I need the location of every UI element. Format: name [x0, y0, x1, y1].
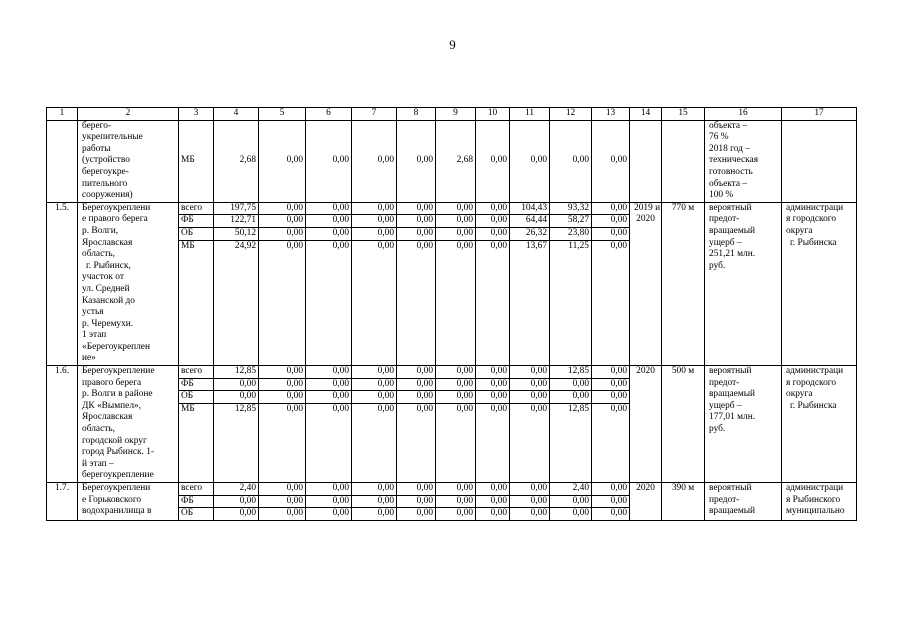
amount-cell: [259, 202, 306, 365]
amount-cell-value: 0,00: [476, 215, 509, 228]
years-cell: [630, 483, 662, 521]
row-number: [47, 120, 78, 202]
funding-source-value: ОБ: [179, 228, 213, 241]
amount-cell-value: 0,00: [306, 215, 351, 228]
amount-cell-value: 0,00: [592, 379, 629, 392]
amount-cell: [352, 120, 397, 202]
amount-cell-value: 0,00: [550, 496, 591, 509]
description-line: р. Волги в районе: [82, 389, 153, 400]
org-line: администраци: [786, 366, 844, 377]
description-line: Казанской до: [82, 295, 135, 306]
column-header-14: 14: [630, 108, 662, 121]
amount-cell-value: 0,00: [306, 203, 351, 216]
org-line: округа: [786, 389, 813, 400]
amount-cell-value: 0,00: [306, 228, 351, 241]
amount-cell: [550, 483, 592, 521]
amount-cell-value: 0,00: [352, 366, 396, 379]
org-line: я городского: [786, 214, 837, 225]
amount-cell-value: 0,00: [510, 496, 549, 509]
effect-line: ущерб –: [709, 237, 742, 248]
amount-cell-value: 0,00: [352, 496, 396, 509]
amount-cell-value: 0,00: [306, 366, 351, 379]
amount-cell: [510, 202, 550, 365]
amount-value: 0,00: [286, 154, 303, 165]
responsible-org: [782, 366, 857, 483]
amount-cell-value: 0,00: [259, 496, 305, 509]
amount-cell-value: 0,00: [259, 379, 305, 392]
amount-cell-value: 0,00: [397, 496, 435, 509]
amount-cell-value: 0,00: [510, 366, 549, 379]
amount-cell: [306, 483, 352, 521]
effect-line: вероятный: [709, 366, 752, 377]
amount-cell-value: 0,00: [397, 366, 435, 379]
amount-cell-value: 0,00: [456, 508, 473, 519]
responsible-org: [782, 120, 857, 202]
funding-source-value: ФБ: [179, 215, 213, 228]
amount-cell-value: 0,00: [510, 483, 549, 496]
description-line: е Горьковского: [82, 494, 142, 505]
amount-cell: [550, 202, 592, 365]
object-row: [47, 366, 857, 483]
amount-cell-value: 64,44: [510, 215, 549, 228]
funding-source-value: ФБ: [179, 496, 213, 509]
length-cell: 390 м: [662, 483, 705, 521]
amount-cell-value: 0,00: [476, 379, 509, 392]
description-line: устья: [82, 307, 104, 318]
description-line: область,: [82, 249, 115, 260]
amount-cell-value: 11,25: [568, 240, 589, 251]
object-description: [78, 120, 179, 202]
description-line: берегоукрепление: [82, 470, 154, 481]
column-header-12: 12: [550, 108, 592, 121]
description-line: е правого берега: [82, 214, 148, 225]
length-cell: 500 м: [662, 366, 705, 483]
column-header-6: 6: [306, 108, 352, 121]
description-line: ДК «Вымпел»,: [82, 400, 142, 411]
effect-line: объекта –: [709, 120, 748, 131]
amount-cell-value: 0,00: [610, 508, 627, 519]
amount-cell-value: 0,00: [259, 366, 305, 379]
amount-cell-value: 13,67: [525, 240, 547, 251]
amount-cell: [306, 202, 352, 365]
amount-cell-value: 0,00: [306, 483, 351, 496]
amount-cell-value: 0,00: [592, 203, 629, 216]
amount-cell: [436, 366, 476, 483]
amount-cell-value: 0,00: [490, 508, 507, 519]
amount-cell-value: 0,00: [476, 228, 509, 241]
amount-cell: [214, 483, 259, 521]
amount-cell-value: 0,00: [610, 403, 627, 414]
amount-cell: [476, 202, 510, 365]
amount-cell-value: 0,00: [416, 403, 433, 414]
amount-value: 0,00: [377, 154, 394, 165]
column-header-7: 7: [352, 108, 397, 121]
column-header-11: 11: [510, 108, 550, 121]
effect-line: 100 %: [709, 190, 734, 201]
amount-cell-value: 0,00: [259, 215, 305, 228]
description-line: р. Волги,: [82, 225, 119, 236]
amount-cell-value: 26,32: [510, 228, 549, 241]
amount-cell: [259, 366, 306, 483]
amount-cell-value: 0,00: [510, 391, 549, 404]
header-row: [47, 108, 857, 121]
effect-line: 76 %: [709, 132, 729, 143]
amount-value: 0,00: [490, 154, 507, 165]
org-line: я Рыбинского: [786, 494, 841, 505]
column-header-8: 8: [397, 108, 436, 121]
description-line: р. Черемухи.: [82, 318, 134, 329]
amount-cell-value: 0,00: [592, 391, 629, 404]
amount-cell-value: 0,00: [377, 508, 394, 519]
amount-cell-value: 0,00: [456, 403, 473, 414]
amount-cell: [352, 483, 397, 521]
description-line: й этап –: [82, 458, 114, 469]
amount-cell: [476, 120, 510, 202]
amount-cell-value: 0,00: [286, 508, 303, 519]
description-line: водохранилища в: [82, 506, 152, 517]
object-description: [78, 202, 179, 365]
amount-cell-value: 0,00: [377, 403, 394, 414]
org-line: администраци: [786, 202, 844, 213]
effect-description: [705, 366, 782, 483]
amount-cell-value: 0,00: [397, 483, 435, 496]
effect-line: объекта –: [709, 178, 748, 189]
amount-cell: [214, 366, 259, 483]
amount-cell: [476, 366, 510, 483]
org-line: г. Рыбинска: [790, 400, 837, 411]
amount-cell-value: 0,00: [397, 391, 435, 404]
amount-cell-value: 0,00: [239, 508, 256, 519]
description-line: укрепительные: [82, 132, 143, 143]
amount-cell-value: 0,00: [476, 483, 509, 496]
amount-cell-value: 0,00: [530, 403, 547, 414]
amount-cell-value: 0,00: [490, 403, 507, 414]
amount-cell-value: 0,00: [416, 240, 433, 251]
description-line: пительного: [82, 178, 128, 189]
description-line: ие»: [82, 353, 96, 364]
amount-cell-value: 0,00: [476, 391, 509, 404]
amount-cell-value: 104,43: [510, 203, 549, 216]
amount-cell-value: 0,00: [510, 379, 549, 392]
effect-line: вращаемый: [709, 225, 756, 236]
description-line: Берегоукреплени: [82, 483, 151, 493]
description-line: область,: [82, 424, 115, 435]
amount-cell-value: 0,00: [352, 483, 396, 496]
funding-source: [179, 120, 214, 202]
effect-line: 251,21 млн.: [709, 249, 756, 260]
amount-cell: [397, 120, 436, 202]
column-header-15: 15: [662, 108, 705, 121]
funding-source: [179, 366, 214, 483]
effect-description: [705, 120, 782, 202]
amount-cell-value: 0,00: [214, 379, 258, 392]
amount-cell-value: 12,85: [234, 403, 256, 414]
description-line: берегоукре-: [82, 166, 129, 177]
column-header-3: 3: [179, 108, 214, 121]
amount-cell-value: 0,00: [416, 508, 433, 519]
amount-cell-value: 0,00: [286, 240, 303, 251]
amount-cell-value: 0,00: [306, 496, 351, 509]
amount-cell-value: 0,00: [610, 240, 627, 251]
amount-cell-value: 58,27: [550, 215, 591, 228]
amount-cell-value: 0,00: [397, 215, 435, 228]
amount-cell-value: 0,00: [214, 496, 258, 509]
amount-cell: [510, 483, 550, 521]
amount-cell-value: 2,40: [550, 483, 591, 496]
effect-line: 177,01 млн.: [709, 412, 756, 423]
years-line: 2020: [636, 483, 655, 493]
column-header-13: 13: [592, 108, 630, 121]
org-line: г. Рыбинска: [790, 237, 837, 248]
years-line: 2020: [636, 366, 655, 377]
amount-cell-value: 0,00: [436, 215, 475, 228]
column-header-1: 1: [47, 108, 78, 121]
years-cell: [630, 120, 662, 202]
amount-cell-value: 0,00: [436, 228, 475, 241]
amount-cell: [510, 366, 550, 483]
amount-value: 0,00: [416, 154, 433, 165]
amount-cell-value: 0,00: [352, 391, 396, 404]
description-line: «Берегоукреплен: [82, 341, 150, 352]
effect-line: вероятный: [709, 483, 752, 493]
length-cell: 770 м: [662, 202, 705, 365]
amount-cell-value: 0,00: [572, 508, 589, 519]
amount-cell-value: 0,00: [592, 483, 629, 496]
amount-cell: [476, 483, 510, 521]
effect-line: 2018 год –: [709, 143, 750, 154]
amount-cell-value: 0,00: [332, 240, 349, 251]
amount-cell-value: 0,00: [476, 366, 509, 379]
description-line: правого берега: [82, 377, 142, 388]
amount-cell: [214, 120, 259, 202]
amount-cell: [592, 202, 630, 365]
amount-cell: [259, 120, 306, 202]
amount-cell-value: 0,00: [259, 228, 305, 241]
description-line: Ярославская: [82, 412, 133, 423]
years-line: 2020: [636, 214, 655, 225]
object-description: [78, 483, 179, 521]
length-cell: [662, 120, 705, 202]
row-number: 1.6.: [47, 366, 78, 483]
column-header-17: 17: [782, 108, 857, 121]
org-line: я городского: [786, 377, 837, 388]
amount-cell-value: 122,71: [214, 215, 258, 228]
amount-cell-value: 0,00: [436, 391, 475, 404]
description-line: город Рыбинск. 1-: [82, 447, 155, 458]
description-line: Ярославская: [82, 237, 133, 248]
amount-value: 0,00: [572, 154, 589, 165]
amount-cell-value: 0,00: [332, 403, 349, 414]
column-header-16: 16: [705, 108, 782, 121]
object-description: [78, 366, 179, 483]
page-number: 9: [449, 37, 456, 52]
amount-value: 0,00: [332, 154, 349, 165]
amount-cell-value: 0,00: [259, 391, 305, 404]
description-line: берего-: [82, 120, 112, 131]
column-header-2: 2: [78, 108, 179, 121]
effect-line: готовность: [709, 166, 753, 177]
years-cell: [630, 366, 662, 483]
org-line: округа: [786, 225, 813, 236]
amount-value: 2,68: [456, 154, 473, 165]
amount-cell: [592, 483, 630, 521]
amount-cell: [306, 366, 352, 483]
column-header-10: 10: [476, 108, 510, 121]
funding-source-label: МБ: [181, 154, 195, 165]
amount-cell-value: 0,00: [476, 496, 509, 509]
effect-line: предот-: [709, 214, 740, 225]
effect-line: руб.: [709, 424, 726, 435]
amount-cell-value: 0,00: [306, 391, 351, 404]
description-line: г. Рыбинск,: [86, 260, 131, 271]
object-row: [47, 202, 857, 365]
amount-cell-value: 0,00: [352, 203, 396, 216]
description-line: сооружения): [82, 190, 133, 201]
amount-cell-value: 0,00: [352, 379, 396, 392]
org-line: администраци: [786, 483, 844, 493]
amount-cell-value: 0,00: [436, 366, 475, 379]
amount-cell-value: 23,80: [550, 228, 591, 241]
amount-cell: [550, 366, 592, 483]
amount-cell-value: 0,00: [397, 379, 435, 392]
effect-line: предот-: [709, 494, 740, 505]
amount-cell-value: 0,00: [550, 379, 591, 392]
column-header-5: 5: [259, 108, 306, 121]
amount-cell-value: 12,85: [214, 366, 258, 379]
amount-cell-value: 0,00: [377, 240, 394, 251]
amount-value: 0,00: [610, 154, 627, 165]
funding-source-value: МБ: [181, 240, 195, 251]
funding-source-value: ОБ: [179, 391, 213, 404]
years-line: 2019 и: [634, 202, 661, 213]
description-line: 1 этап: [82, 330, 107, 341]
description-line: работы: [82, 143, 111, 154]
amount-cell: [214, 202, 259, 365]
amount-cell-value: 0,00: [530, 508, 547, 519]
funding-source: [179, 483, 214, 521]
effect-line: вращаемый: [709, 506, 756, 517]
funding-source: [179, 202, 214, 365]
amount-cell: [510, 120, 550, 202]
amount-cell-value: 0,00: [592, 215, 629, 228]
amount-cell-value: 12,85: [550, 366, 591, 379]
effect-description: [705, 202, 782, 365]
funding-source-value: ОБ: [181, 508, 194, 519]
amount-cell-value: 0,00: [592, 366, 629, 379]
column-header-4: 4: [214, 108, 259, 121]
description-line: ул. Средней: [82, 283, 130, 294]
effect-line: руб.: [709, 260, 726, 271]
org-line: муниципально: [786, 506, 845, 517]
effect-line: предот-: [709, 377, 740, 388]
row-number: 1.5.: [47, 202, 78, 365]
amount-cell-value: 0,00: [592, 228, 629, 241]
amount-cell-value: 0,00: [397, 228, 435, 241]
amount-cell: [436, 202, 476, 365]
funding-source-value: всего: [179, 203, 213, 216]
funding-source-value: ФБ: [179, 379, 213, 392]
amount-cell-value: 0,00: [352, 228, 396, 241]
amount-cell: [397, 202, 436, 365]
continuation-row: [47, 120, 857, 202]
amount-cell: [436, 483, 476, 521]
responsible-org: [782, 483, 857, 521]
effect-line: вращаемый: [709, 389, 756, 400]
amount-cell-value: 0,00: [436, 203, 475, 216]
amount-cell: [306, 120, 352, 202]
amount-cell-value: 0,00: [436, 483, 475, 496]
effect-description: [705, 483, 782, 521]
funding-source-value: всего: [179, 366, 213, 379]
effect-line: ущерб –: [709, 400, 742, 411]
responsible-org: [782, 202, 857, 365]
amount-cell: [550, 120, 592, 202]
column-header-9: 9: [436, 108, 476, 121]
amount-value: 2,68: [239, 154, 256, 165]
amount-cell-value: 24,92: [234, 240, 256, 251]
funding-source-value: всего: [179, 483, 213, 496]
description-line: Берегоукреплени: [82, 202, 151, 213]
amount-cell-value: 12,85: [567, 403, 589, 414]
amount-cell-value: 0,00: [259, 483, 305, 496]
amount-cell-value: 0,00: [436, 379, 475, 392]
years-cell: [630, 202, 662, 365]
effect-line: вероятный: [709, 202, 752, 213]
amount-cell-value: 0,00: [490, 240, 507, 251]
amount-cell-value: 50,12: [214, 228, 258, 241]
description-line: участок от: [82, 272, 124, 283]
amount-cell-value: 197,75: [214, 203, 258, 216]
amount-cell: [397, 366, 436, 483]
amount-cell: [592, 120, 630, 202]
row-number: 1.7.: [47, 483, 78, 521]
amount-cell-value: 0,00: [592, 496, 629, 509]
amount-cell-value: 0,00: [476, 203, 509, 216]
amount-cell-value: 0,00: [332, 508, 349, 519]
amount-cell-value: 0,00: [306, 379, 351, 392]
amount-cell-value: 0,00: [352, 215, 396, 228]
amount-cell-value: 0,00: [436, 496, 475, 509]
amount-value: 0,00: [530, 154, 547, 165]
amount-cell-value: 0,00: [259, 203, 305, 216]
amount-cell: [397, 483, 436, 521]
amount-cell-value: 0,00: [214, 391, 258, 404]
amount-cell-value: 93,32: [550, 203, 591, 216]
amount-cell-value: 0,00: [456, 240, 473, 251]
effect-line: техническая: [709, 155, 759, 166]
amount-cell-value: 2,40: [214, 483, 258, 496]
amount-cell-value: 0,00: [397, 203, 435, 216]
description-line: Берегоукрепление: [82, 366, 155, 377]
amount-cell-value: 0,00: [550, 391, 591, 404]
amount-cell: [352, 366, 397, 483]
description-line: (устройство: [82, 155, 130, 166]
amount-cell-value: 0,00: [286, 403, 303, 414]
budget-table: [46, 107, 857, 521]
amount-cell: [592, 366, 630, 483]
amount-cell: [352, 202, 397, 365]
object-row: [47, 483, 857, 521]
amount-cell: [259, 483, 306, 521]
funding-source-value: МБ: [181, 403, 195, 414]
description-line: городской округ: [82, 435, 147, 446]
amount-cell: [436, 120, 476, 202]
